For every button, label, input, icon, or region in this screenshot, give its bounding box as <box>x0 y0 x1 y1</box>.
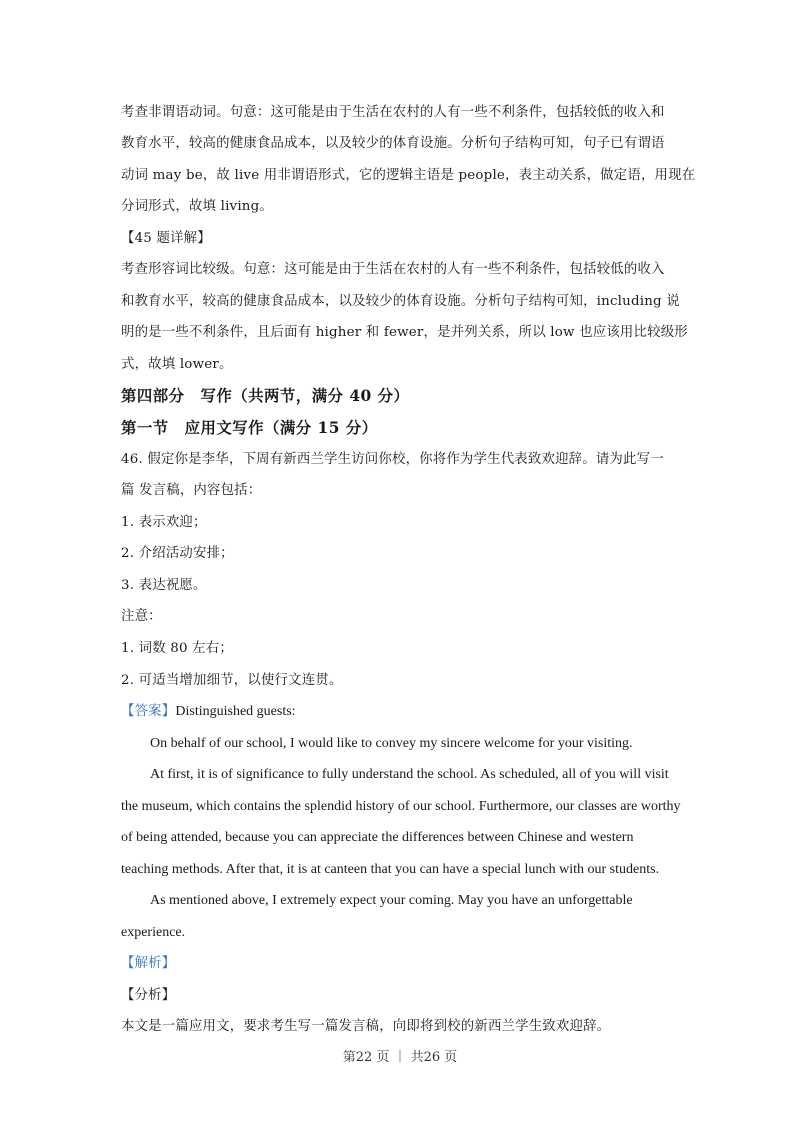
answer-line: As mentioned above, I extremely expect your coming. May you have an unforgettable <box>150 893 633 908</box>
answer-line: of being attended, because you can appreciate the differences between Chinese and western <box>121 830 634 845</box>
answer-line: teaching methods. After that, it is at canteen that you can have a special lunch with our students. <box>121 862 660 877</box>
q46-item: 3. 表达祝愿。 <box>121 578 207 593</box>
explanation-line: 教育水平，较高的健康食品成本，以及较少的体育设施。分析句子结构可知，句子已有谓语 <box>121 136 665 151</box>
note-item: 1. 词数 80 左右； <box>121 641 233 656</box>
q46-prompt: 46. 假定你是李华，下周有新西兰学生访问你校，你将作为学生代表致欢迎辞。请为此写一 <box>121 452 664 467</box>
summary-line: 本文是一篇应用文，要求考生写一篇发言稿，向即将到校的新西兰学生致欢迎辞。 <box>121 1019 611 1034</box>
part4-title: 第四部分 写作（共两节，满分 40 分） <box>121 387 410 405</box>
q45-line: 明的是一些不利条件，且后面有 higher 和 fewer，是并列关系，所以 low 也应该用比较级形 <box>121 325 688 340</box>
answer-line: the museum, which contains the splendid history of our school. Furthermore, our classes are worthy <box>121 799 681 814</box>
answer-salutation: Distinguished guests: <box>175 704 296 719</box>
answer-line: At first, it is of significance to fully understand the school. As scheduled, all of you will visit <box>150 767 669 782</box>
q46-item: 2. 介绍活动安排； <box>121 546 234 561</box>
fenxi-label: 【分析】 <box>121 988 176 1003</box>
q45-line: 式，故填 lower。 <box>121 357 233 372</box>
q45-heading: 【45 题详解】 <box>121 231 211 246</box>
explanation-line: 动词 may be，故 live 用非谓语形式，它的逻辑主语是 people，表主动关系，做定语，用现在 <box>121 168 696 183</box>
answer-label: 【答案】 <box>121 704 176 719</box>
q45-line: 和教育水平，较高的健康食品成本，以及较少的体育设施。分析句子结构可知，including 说 <box>121 294 680 309</box>
q45-line: 考查形容词比较级。句意：这可能是由于生活在农村的人有一些不利条件，包括较低的收入 <box>121 262 665 277</box>
note-item: 2. 可适当增加细节，以使行文连贯。 <box>121 673 343 688</box>
page-footer: 第22 页 ｜ 共26 页 <box>342 1050 458 1065</box>
answer-line: experience. <box>121 925 186 940</box>
q46-item: 1. 表示欢迎； <box>121 515 207 530</box>
explanation-line: 考查非谓语动词。句意：这可能是由于生活在农村的人有一些不利条件，包括较低的收入和 <box>121 105 665 120</box>
q46-prompt: 篇 发言稿，内容包括： <box>121 483 262 498</box>
answer-row <box>121 701 691 723</box>
section1-title: 第一节 应用文写作（满分 15 分） <box>121 419 378 437</box>
answer-line: On behalf of our school, I would like to convey my sincere welcome for your visiting. <box>150 736 633 751</box>
explanation-line: 分词形式，故填 living。 <box>121 199 273 214</box>
note-label: 注意： <box>121 609 162 624</box>
analysis-label: 【解析】 <box>121 956 176 971</box>
